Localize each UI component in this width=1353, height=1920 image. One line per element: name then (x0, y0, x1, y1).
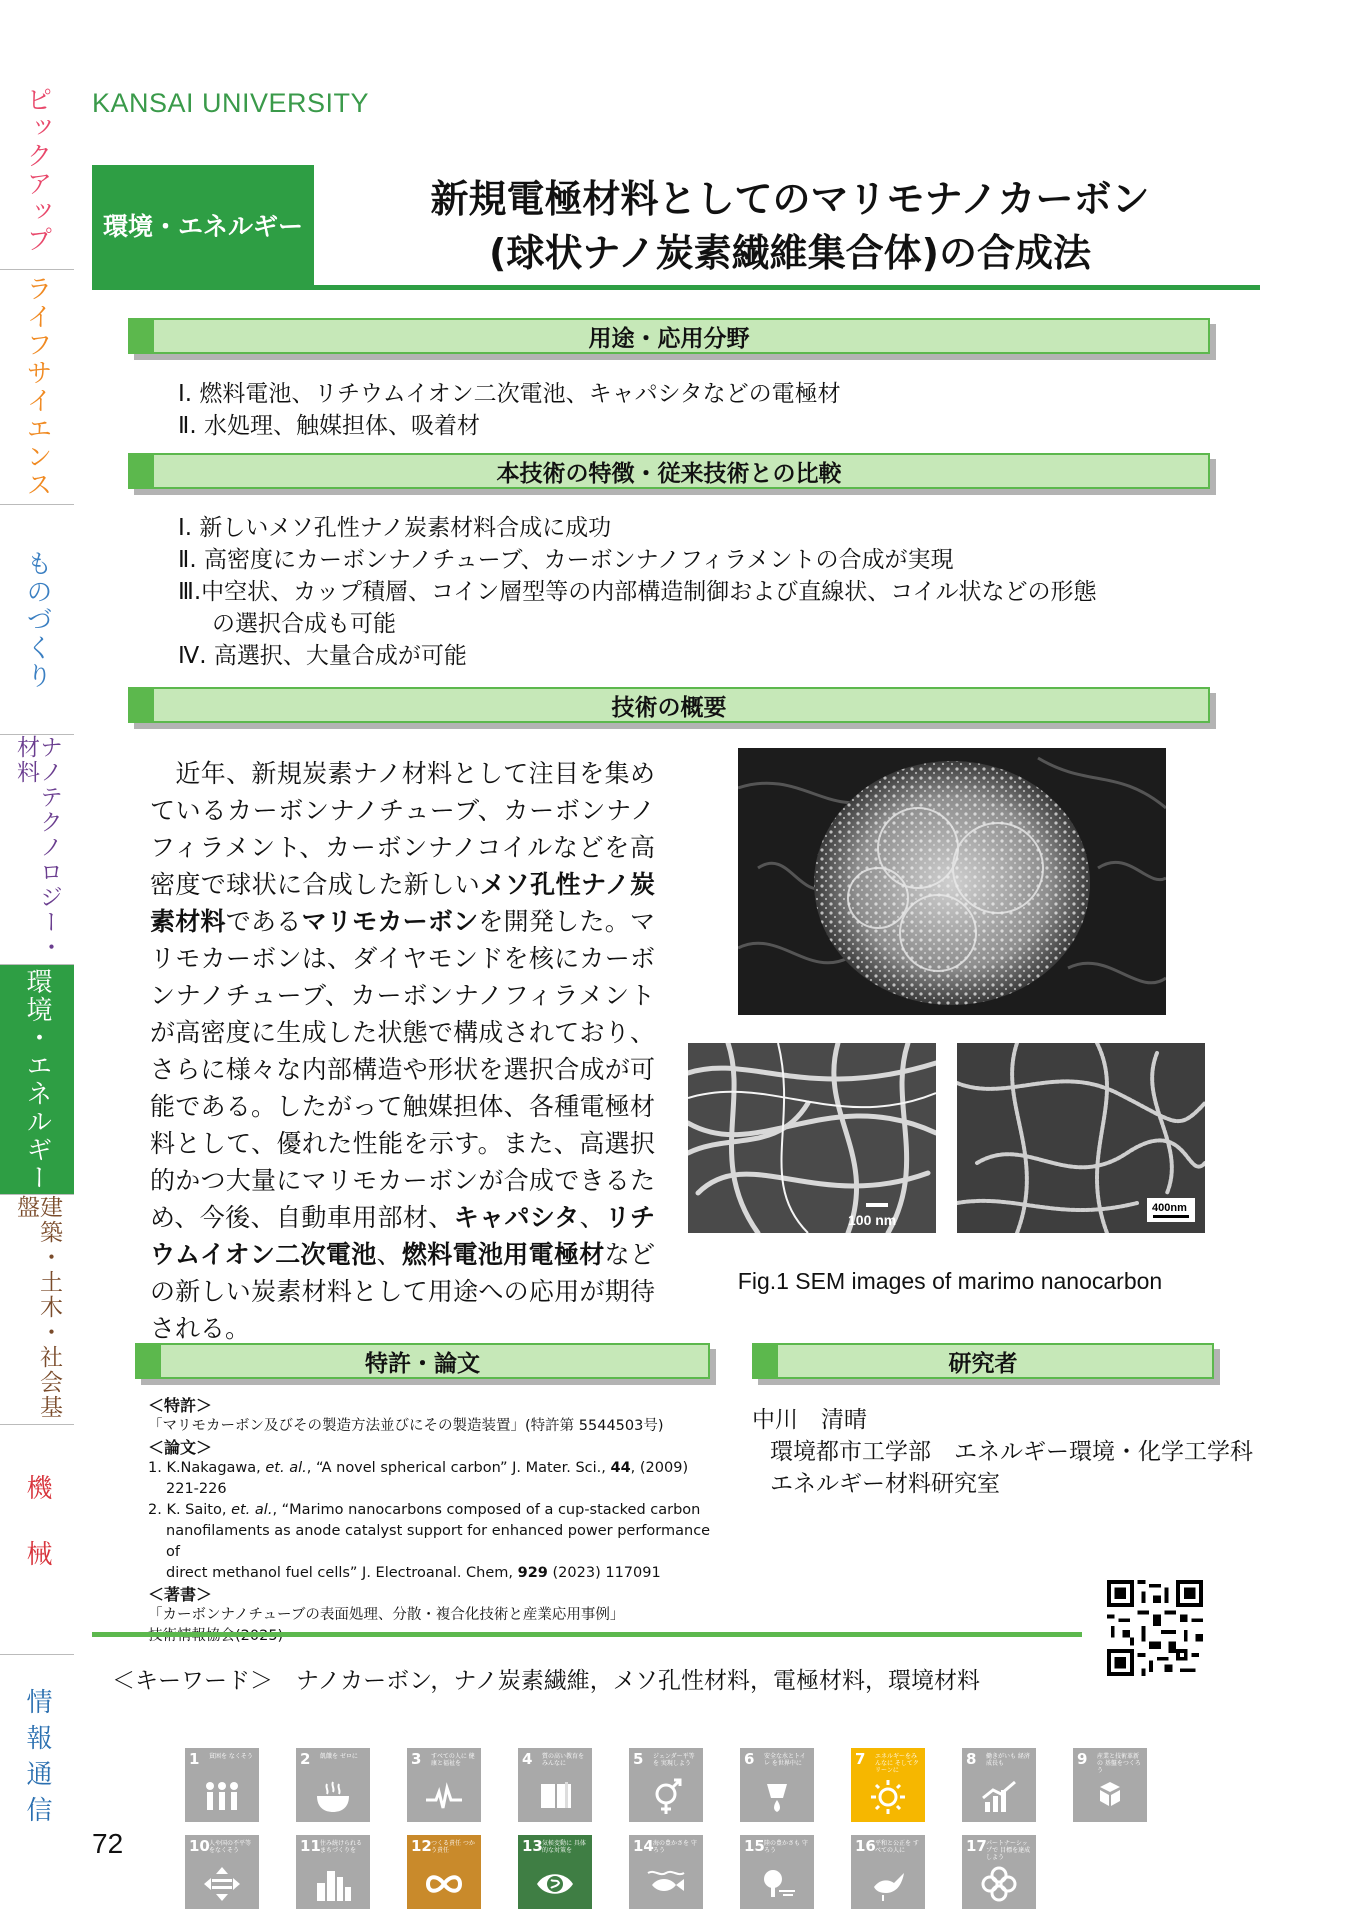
sdg-title: エネルギーをみんなに そしてクリーンに (875, 1753, 919, 1774)
sdg-title: パートナーシップで 目標を達成しよう (986, 1840, 1031, 1861)
sdg-number: 5 (633, 1750, 644, 1768)
sem-image-marimo-sphere (738, 748, 1166, 1015)
city-icon (313, 1865, 353, 1903)
sdg-title: 住み続けられる まちづくりを (320, 1840, 363, 1854)
sidebar-tab-label: 環境・エネルギー (22, 967, 52, 1192)
flower-icon (979, 1865, 1019, 1903)
sidebar-tab-architecture[interactable] (0, 1195, 74, 1425)
emphasis-text: メソ孔性ナノ炭素材料 (150, 870, 655, 936)
category-badge: 環境・エネルギー (92, 165, 314, 285)
growth-icon (979, 1778, 1019, 1816)
emphasis-text: リチウムイオン二次電池 (150, 1203, 655, 1269)
sdg-goal-17 (962, 1835, 1036, 1909)
sidebar-tab-label: ピックアップ (22, 85, 52, 254)
sdg-number: 10 (189, 1837, 210, 1855)
sdg-title: 飢餓を ゼロに (320, 1753, 358, 1760)
list-item: Ⅲ.中空状、カップ積層、コイン層型等の内部構造制御および直線状、コイル状などの形態 (178, 579, 1097, 605)
sidebar-tab-label: 機械 (22, 1473, 52, 1606)
sun-icon (868, 1778, 908, 1816)
heading-text: 本技術の特徴・従来技術との比較 (496, 460, 842, 487)
sdg-goal-12 (407, 1835, 481, 1909)
fish-icon (646, 1865, 686, 1903)
references-list (148, 1395, 728, 1647)
text-run: 2. K. Saito, (148, 1502, 232, 1518)
heading-text: 用途・応用分野 (588, 325, 750, 352)
sdg-title: 人や国の不平等 をなくそう (209, 1840, 252, 1854)
sidebar-tab-ict[interactable] (0, 1655, 74, 1865)
text-run: et. al. (265, 1460, 307, 1476)
patent-heading: ＜特許＞ (148, 1396, 213, 1415)
section-heading-applications (128, 318, 1210, 354)
page-number: 72 (92, 1828, 124, 1859)
sdg-number: 9 (1077, 1750, 1088, 1768)
university-name: KANSAI UNIVERSITY (92, 88, 370, 118)
sdg-number: 12 (411, 1837, 432, 1855)
text-run: などの新しい炭素材料として用途への応用が期待される。 (150, 1240, 655, 1343)
list-item: Ⅳ. 高選択、大量合成が可能 (178, 643, 467, 669)
heading-text: 技術の概要 (611, 694, 727, 721)
researcher-info (752, 1404, 1253, 1500)
qr-code[interactable] (1107, 1580, 1203, 1676)
sdg-number: 2 (300, 1750, 311, 1768)
emphasis-text: キャパシタ (453, 1203, 580, 1232)
paper-item-2-line-3 (148, 1563, 728, 1584)
sdg-title: すべての人に 健康と福祉を (431, 1753, 475, 1767)
scale-label: 100 nm (848, 1212, 897, 1228)
section-heading-overview (128, 687, 1210, 723)
heading-accent (135, 1343, 161, 1379)
applications-list (178, 378, 841, 442)
keywords-text: ナノカーボン，ナノ炭素繊維，メソ孔性材料，電極材料，環境材料 (296, 1668, 981, 1694)
sdg-title: 海の豊かさを 守ろう (653, 1840, 697, 1854)
title-divider (92, 285, 1260, 290)
sidebar-tab-label: ものづくり (22, 549, 52, 690)
sdg-title: 質の高い教育を みんなに (542, 1753, 585, 1767)
bowl-icon (313, 1778, 353, 1816)
heading-text: 特許・論文 (365, 1350, 480, 1377)
sdg-goal-1 (185, 1748, 259, 1822)
text-run: , “A novel spherical carbon” J. Mater. Sci., (306, 1460, 611, 1476)
sdg-number: 15 (744, 1837, 765, 1855)
sem-image-straight-filaments (688, 1043, 936, 1233)
sdg-number: 14 (633, 1837, 654, 1855)
paper-item-1 (148, 1458, 728, 1479)
section-heading-features (128, 453, 1210, 489)
sdg-goal-8 (962, 1748, 1036, 1822)
sdg-title: 平和と公正を すべての人に (875, 1840, 919, 1854)
sdg-goal-11 (296, 1835, 370, 1909)
sdg-goal-13 (518, 1835, 592, 1909)
paper-item-1-pages: 221-226 (166, 1481, 227, 1497)
infinity-icon (424, 1865, 464, 1903)
sdg-goal-5 (629, 1748, 703, 1822)
overview-paragraph (150, 755, 655, 1347)
sdg-goal-9 (1073, 1748, 1147, 1822)
sdg-number: 1 (189, 1750, 200, 1768)
sdg-title: ジェンダー平等を 実現しよう (653, 1753, 695, 1767)
sidebar-tab-nanotech[interactable] (0, 735, 74, 965)
list-item: Ⅰ. 新しいメソ孔性ナノ炭素材料合成に成功 (178, 515, 612, 541)
sdg-goal-6 (740, 1748, 814, 1822)
sdg-title: 働きがいも 経済成長も (986, 1753, 1030, 1767)
list-item: Ⅰ. 燃料電池、リチウムイオン二次電池、キャパシタなどの電極材 (178, 381, 841, 407)
sdg-number: 8 (966, 1750, 977, 1768)
text-run: et. al. (231, 1502, 273, 1518)
book-heading: ＜著書＞ (148, 1585, 213, 1604)
sidebar-tab-label: 建築・土木・社会基盤 (13, 1195, 62, 1420)
text-run: 、 (376, 1240, 402, 1269)
book-icon (535, 1778, 575, 1816)
keywords-label: ＜キーワード＞ (112, 1668, 273, 1694)
section-heading-patents (135, 1343, 710, 1379)
section-heading-researcher (752, 1343, 1214, 1379)
researcher-lab: エネルギー材料研究室 (770, 1471, 1000, 1497)
sdg-goal-16 (851, 1835, 925, 1909)
scale-bar (1153, 1215, 1189, 1218)
sdg-number: 3 (411, 1750, 422, 1768)
patent-item: 「マリモカーボン及びその製造方法並びにその製造装置」(特許第 5544503号) (148, 1418, 664, 1434)
sem-image-coiled-filaments (957, 1043, 1205, 1233)
page-title (320, 172, 1260, 280)
sdg-number: 11 (300, 1837, 321, 1855)
gender-icon (646, 1778, 686, 1816)
sdg-number: 7 (855, 1750, 866, 1768)
sidebar-tab-life-science[interactable] (0, 270, 74, 505)
water-icon (757, 1778, 797, 1816)
text-run (273, 1668, 296, 1694)
equality-icon (202, 1865, 242, 1903)
sdg-goal-2 (296, 1748, 370, 1822)
sdg-title: 貧困を なくそう (209, 1753, 253, 1760)
sdg-goal-14 (629, 1835, 703, 1909)
scale-label: 400nm (1152, 1202, 1187, 1214)
sidebar-tab-mechanical[interactable] (0, 1425, 74, 1655)
emphasis-text: マリモカーボン (301, 907, 479, 936)
paper-item-2-line-2: nanofilaments as anode catalyst support for enhanced power performance of (166, 1523, 711, 1560)
sdg-number: 17 (966, 1837, 987, 1855)
figure-caption: Fig.1 SEM images of marimo nanocarbon (737, 1268, 1163, 1294)
sdg-goal-10 (185, 1835, 259, 1909)
text-run: 近年、新規炭素ナノ材料として注目を集めているカーボンナノチューブ、カーボンナノフィラメント、カーボンナノコイルなどを高密度で球状に合成した新しい (150, 759, 655, 899)
tree-icon (757, 1865, 797, 1903)
sidebar-tab-label: ナノテクノロジー・材料 (13, 735, 62, 960)
sdg-title: 産業と技術革新の 基盤をつくろう (1097, 1753, 1141, 1774)
paper-item-2 (148, 1500, 728, 1521)
sdg-goal-4 (518, 1748, 592, 1822)
list-item: Ⅱ. 水処理、触媒担体、吸着材 (178, 413, 480, 439)
text-run: , “Marimo nanocarbons composed of a cup-stacked carbon (272, 1502, 701, 1518)
sdg-goal-15 (740, 1835, 814, 1909)
sdg-number: 6 (744, 1750, 755, 1768)
title-line-2: (球状ナノ炭素繊維集合体)の合成法 (488, 231, 1092, 275)
heading-text: 研究者 (948, 1350, 1018, 1377)
list-item: Ⅱ. 高密度にカーボンナノチューブ、カーボンナノフィラメントの合成が実現 (178, 547, 954, 573)
paper-heading: ＜論文＞ (148, 1438, 213, 1457)
text-run: 44 (610, 1460, 631, 1476)
sdg-number: 13 (522, 1837, 543, 1855)
heading-accent (128, 687, 154, 723)
sdg-title: 安全な水とトイレ を世界中に (764, 1753, 806, 1767)
list-item: の選択合成も可能 (212, 611, 396, 637)
sdg-goal-7 (851, 1748, 925, 1822)
book-title: 「カーボンナノチューブの表面処理、分散・複合化技術と産業応用事例」 (148, 1607, 625, 1623)
cubes-icon (1090, 1778, 1130, 1816)
text-run: である (225, 907, 302, 936)
heading-accent (128, 453, 154, 489)
sidebar-tab-label: ライフサイエンス (22, 275, 52, 499)
sidebar-tab-pickup[interactable] (0, 70, 74, 270)
text-run: , (2009) (630, 1460, 689, 1476)
sidebar-tab-label: 情報通信 (22, 1688, 52, 1832)
eye-globe-icon (535, 1865, 575, 1903)
text-run: 929 (517, 1565, 548, 1581)
sidebar-tab-environment-energy[interactable] (0, 965, 74, 1195)
emphasis-text: 燃料電池用電極材 (401, 1240, 605, 1269)
sdg-title: 陸の豊かさも 守ろう (764, 1840, 808, 1854)
sidebar-tab-monozukuri[interactable] (0, 505, 74, 735)
features-list (178, 512, 1097, 672)
text-run (150, 759, 175, 788)
researcher-name: 中川 清晴 (752, 1407, 867, 1433)
people-icon (202, 1778, 242, 1816)
heading-accent (128, 318, 154, 354)
sdg-title: つくる責任 つかう責任 (431, 1840, 475, 1854)
text-run: direct methanol fuel cells” J. Electroanal. Chem, (166, 1565, 518, 1581)
text-run: (2023) 117091 (547, 1565, 661, 1581)
heading-accent (752, 1343, 778, 1379)
sdg-goal-3 (407, 1748, 481, 1822)
bottom-divider (92, 1632, 1082, 1637)
sdg-number: 4 (522, 1750, 533, 1768)
text-run: 1. K.Nakagawa, (148, 1460, 266, 1476)
text-run: 、 (579, 1203, 606, 1232)
text-run: を開発した。マリモカーボンは、ダイヤモンドを核にカーボンナノチューブ、カーボンナノフィラメントが高密度に生成した状態で構成されており、さらに様々な内部構造や形状を選択合成が可能である。したがって触媒担体、各種電極材料として、優れた性能を示す。また、高選択的かつ大量にマリモカーボンが合成できるため、今後、自動車用部材、 (150, 907, 655, 1232)
title-line-1: 新規電極材料としてのマリモナノカーボン (430, 177, 1150, 221)
sdg-title: 気候変動に 具体的な対策を (542, 1840, 586, 1854)
keywords (112, 1662, 980, 1695)
researcher-department: 環境都市工学部 エネルギー環境・化学工学科 (770, 1439, 1253, 1465)
dove-icon (868, 1865, 908, 1903)
scale-bar (866, 1203, 888, 1207)
sdg-number: 16 (855, 1837, 876, 1855)
heartbeat-icon (424, 1778, 464, 1816)
